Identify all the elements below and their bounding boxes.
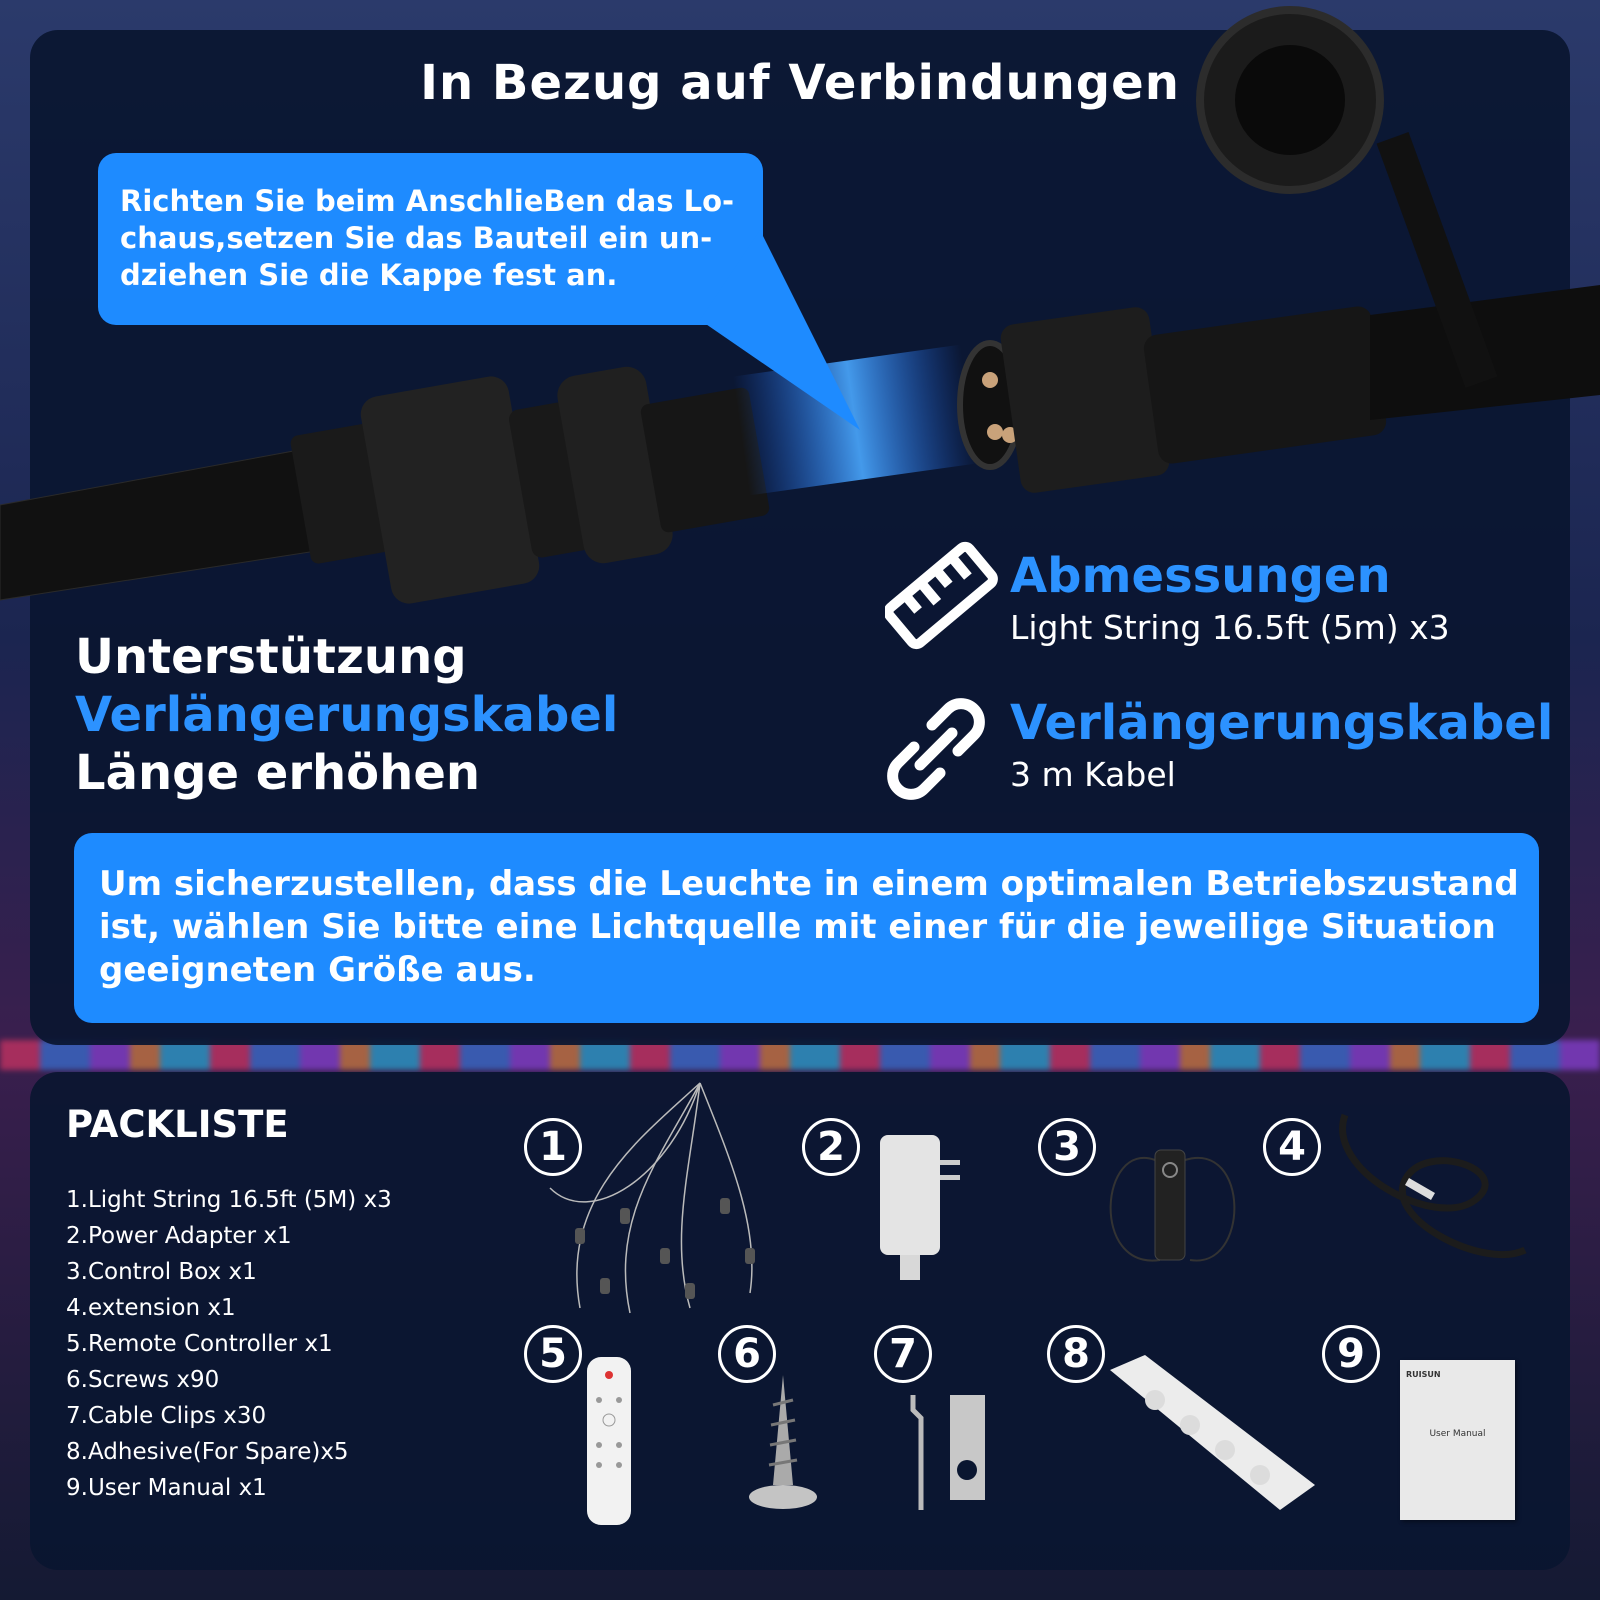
instruction-text: Richten Sie beim AnschlieBen das Lo- chaus,setzen Sie das Bauteil ein un- dziehen Sie die Kappe fest an. [120, 184, 735, 292]
list-item: 8.Adhesive(For Spare)x5 [66, 1439, 349, 1465]
item-number: 1 [524, 1118, 582, 1176]
manual-label: User Manual [1429, 1429, 1486, 1439]
list-item: 1.Light String 16.5ft (5M) x3 [66, 1187, 392, 1213]
list-item: 3.Control Box x1 [66, 1259, 257, 1285]
support-heading [75, 628, 618, 802]
packlist-items [66, 1182, 392, 1506]
support-line-1: Unterstützung [75, 629, 467, 685]
remote-controller-icon [585, 1355, 635, 1530]
list-item: 6.Screws x90 [66, 1367, 220, 1393]
item-number: 9 [1322, 1325, 1380, 1383]
list-item: 5.Remote Controller x1 [66, 1331, 333, 1357]
item-number: 5 [524, 1325, 582, 1383]
support-line-3: Länge erhöhen [75, 745, 481, 801]
item-number: 8 [1047, 1325, 1105, 1383]
item-number: 7 [874, 1325, 932, 1383]
item-number: 3 [1038, 1118, 1096, 1176]
feature-subtitle: 3 m Kabel [1010, 755, 1176, 794]
list-item: 2.Power Adapter x1 [66, 1223, 292, 1249]
info-text: Um sicherzustellen, dass die Leuchte in einem optimalen Betriebszustand ist, wählen Sie bitte eine Lichtquelle mit einer für die jeweilige Situation geeigneten Größe aus. [99, 864, 1519, 990]
screw-icon [745, 1375, 820, 1525]
feature-dimensions [1010, 548, 1450, 647]
manual-brand: RUISUN [1406, 1370, 1441, 1379]
ruler-icon [885, 540, 1000, 655]
power-adapter-icon [875, 1130, 965, 1290]
info-box [74, 833, 1539, 1023]
feature-title: Abmessungen [1010, 548, 1391, 604]
light-string-icon [520, 1078, 780, 1318]
item-number: 2 [802, 1118, 860, 1176]
control-box-icon [1100, 1140, 1250, 1280]
support-line-2: Verlängerungskabel [75, 687, 619, 743]
item-number: 4 [1263, 1118, 1321, 1176]
packlist-title: PACKLISTE [66, 1103, 289, 1146]
feature-title: Verlängerungskabel [1010, 695, 1554, 751]
cable-clip-icon [905, 1390, 1005, 1520]
feature-extension [1010, 695, 1553, 794]
feature-subtitle: Light String 16.5ft (5m) x3 [1010, 608, 1450, 647]
list-item: 9.User Manual x1 [66, 1475, 267, 1501]
extension-cable-icon [1335, 1110, 1535, 1270]
page-title: In Bezug auf Verbindungen [420, 55, 1180, 111]
user-manual-icon [1400, 1360, 1515, 1520]
bubble-tail [0, 0, 1600, 500]
list-item: 4.extension x1 [66, 1295, 236, 1321]
item-number: 6 [718, 1325, 776, 1383]
chain-link-icon [880, 695, 995, 805]
adhesive-strip-icon [1105, 1350, 1325, 1520]
list-item: 7.Cable Clips x30 [66, 1403, 267, 1429]
